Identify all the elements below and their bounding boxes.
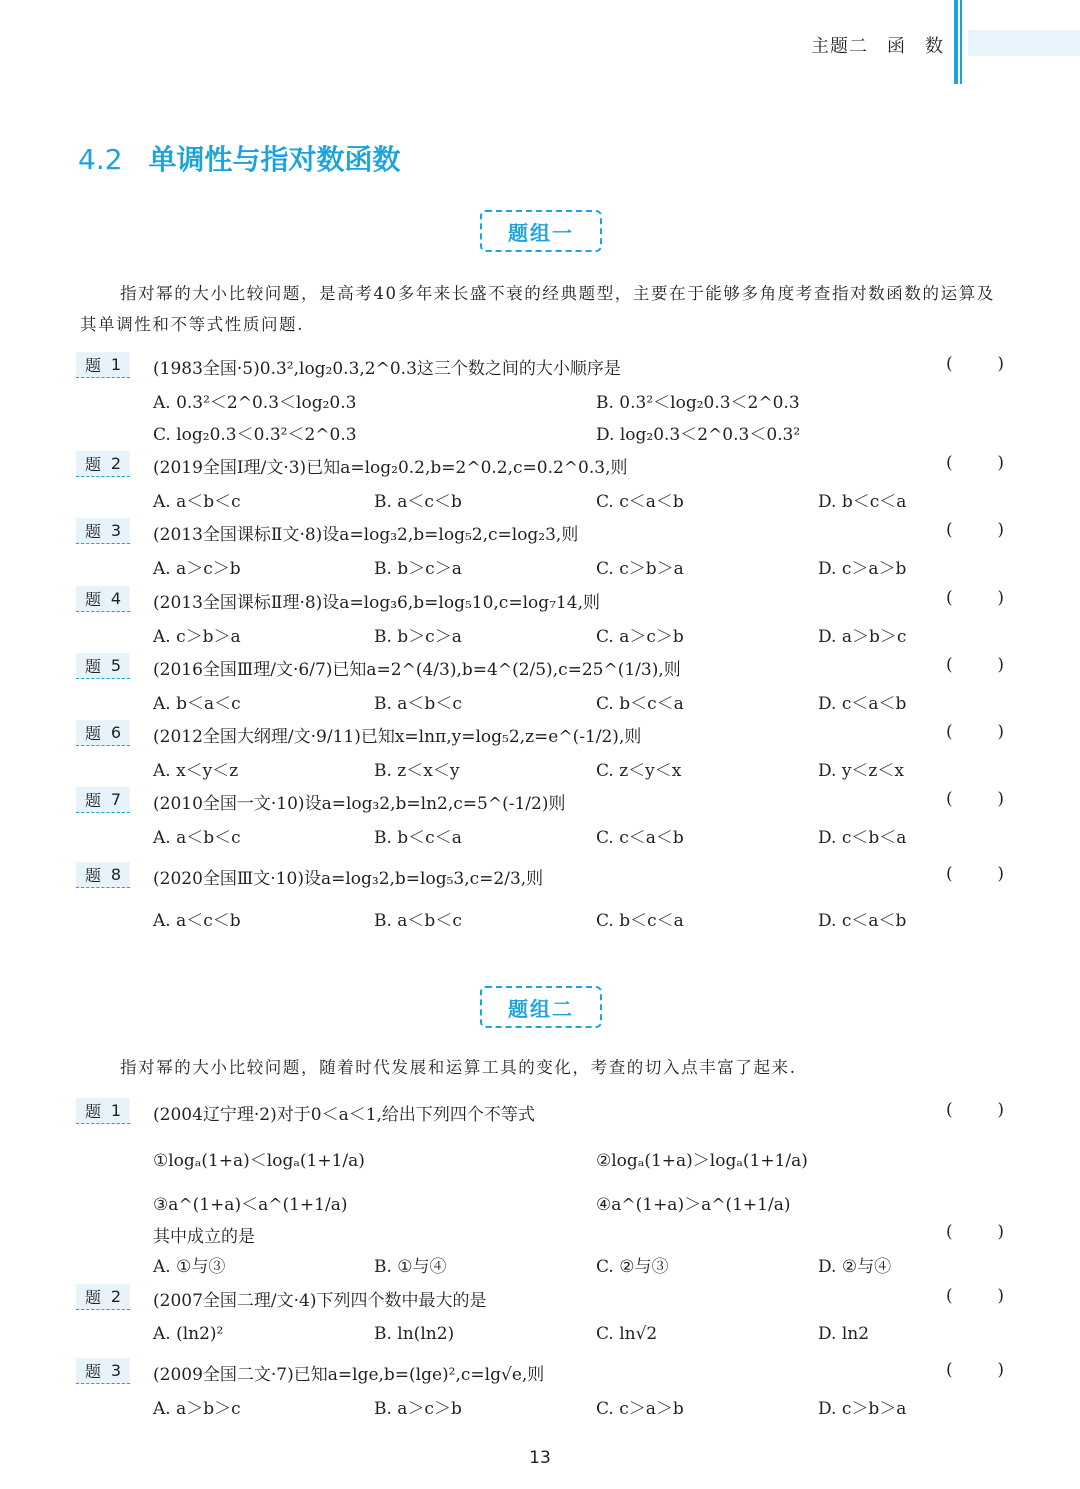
answer-bracket-open: (	[946, 789, 953, 809]
answer-bracket-close: )	[997, 864, 1004, 884]
question-tag: 题	[84, 1288, 101, 1307]
option: A. c＞b＞a	[153, 627, 241, 647]
answer-bracket-close: )	[997, 789, 1004, 809]
question-row	[0, 785, 1080, 815]
option: A. b＜a＜c	[153, 694, 241, 714]
question-number: 2	[110, 454, 122, 473]
question-row	[0, 350, 1080, 380]
page-number: 13	[529, 1448, 551, 1468]
options-row	[0, 416, 1080, 446]
question-label	[76, 586, 130, 612]
group-label-1: 题组一	[480, 210, 602, 252]
question-row	[0, 718, 1080, 748]
question-tag: 题	[84, 1362, 101, 1381]
option: B. b＞c＞a	[374, 559, 462, 579]
answer-bracket-open: (	[946, 1222, 953, 1242]
question-stem: (2013全国课标Ⅱ理·8)设a=log₃6,b=log₅10,c=log₇14,则	[153, 593, 600, 613]
option: C. log₂0.3＜0.3²＜2^0.3	[153, 425, 357, 445]
header-accent-bar-thin	[960, 0, 962, 84]
option: C. c＜a＜b	[596, 492, 684, 512]
options-row	[0, 1248, 1080, 1278]
answer-bracket-open: (	[946, 722, 953, 742]
option: C. ln√2	[596, 1324, 658, 1344]
question-stem: (2019全国Ⅰ理/文·3)已知a=log₂0.2,b=2^0.2,c=0.2^0.3,则	[153, 458, 628, 478]
group-intro-1: 指对幂的大小比较问题，是高考40多年来长盛不衰的经典题型，主要在于能够多角度考查指对数函数的运算及其单调性和不等式性质问题.	[80, 284, 995, 334]
section-number: 4.2	[78, 143, 123, 176]
question-stem: (2013全国课标Ⅱ文·8)设a=log₃2,b=log₅2,c=log₂3,则	[153, 525, 579, 545]
answer-bracket-close: )	[997, 453, 1004, 473]
question-stem: (2016全国Ⅲ理/文·6/7)已知a=2^(4/3),b=4^(2/5),c=25^(1/3),则	[153, 660, 681, 680]
option: D. c＞a＞b	[818, 559, 907, 579]
options-row	[0, 550, 1080, 580]
group-intro-2: 指对幂的大小比较问题，随着时代发展和运算工具的变化，考查的切入点丰富了起来.	[120, 1058, 797, 1077]
question-tag: 题	[84, 791, 101, 810]
answer-bracket-close: )	[997, 1286, 1004, 1306]
question-tag: 题	[84, 657, 101, 676]
options-row	[0, 483, 1080, 513]
option: B. a＞c＞b	[374, 1399, 462, 1419]
question-tag: 题	[84, 590, 101, 609]
option: B. a＜b＜c	[374, 911, 462, 931]
question-label	[76, 518, 130, 544]
answer-bracket-close: )	[997, 354, 1004, 374]
question-tag: 题	[84, 356, 101, 375]
answer-bracket-open: (	[946, 520, 953, 540]
question-stem: (2009全国二文·7)已知a=lge,b=(lge)²,c=lg√e,则	[153, 1365, 545, 1385]
question-tag: 题	[84, 866, 101, 885]
question-label	[76, 1284, 130, 1310]
question-row	[0, 1282, 1080, 1312]
option: A. (ln2)²	[153, 1324, 224, 1344]
question-number: 5	[110, 656, 122, 675]
option: A. a＞c＞b	[153, 559, 241, 579]
question-number: 7	[110, 790, 122, 809]
option: A. 0.3²＜2^0.3＜log₂0.3	[153, 393, 357, 413]
options-row	[0, 384, 1080, 414]
option: D. a＞b＞c	[818, 627, 907, 647]
answer-bracket-open: (	[946, 453, 953, 473]
answer-bracket-open: (	[946, 588, 953, 608]
option: C. c＞b＞a	[596, 559, 684, 579]
question-label	[76, 787, 130, 813]
option: A. x＜y＜z	[153, 761, 239, 781]
question-number: 4	[110, 589, 122, 608]
answer-bracket-close: )	[997, 722, 1004, 742]
option: B. z＜x＜y	[374, 761, 460, 781]
answer-bracket-open: (	[946, 1360, 953, 1380]
option: C. z＜y＜x	[596, 761, 682, 781]
option: C. c＜a＜b	[596, 828, 684, 848]
question-number: 3	[110, 521, 122, 540]
statement: ③a^(1+a)＜a^(1+1/a)	[153, 1195, 348, 1215]
options-row	[0, 819, 1080, 849]
option: B. ln(ln2)	[374, 1324, 455, 1344]
answer-bracket-open: (	[946, 1100, 953, 1120]
option: C. b＜c＜a	[596, 911, 684, 931]
answer-bracket-open: (	[946, 354, 953, 374]
option: B. 0.3²＜log₂0.3＜2^0.3	[596, 393, 800, 413]
question-row	[0, 516, 1080, 546]
option: B. b＞c＞a	[374, 627, 462, 647]
sub-stem-row	[0, 1218, 1080, 1248]
question-number: 2	[110, 1287, 122, 1306]
question-stem: (1983全国·5)0.3²,log₂0.3,2^0.3这三个数之间的大小顺序是	[153, 359, 621, 379]
options-row	[0, 685, 1080, 715]
question-stem: (2004辽宁理·2)对于0＜a＜1,给出下列四个不等式	[153, 1105, 535, 1125]
option: A. ①与③	[153, 1257, 226, 1277]
option: D. c＜b＜a	[818, 828, 907, 848]
section-title	[78, 138, 401, 178]
option: D. c＜a＜b	[818, 911, 907, 931]
option: B. ①与④	[374, 1257, 447, 1277]
question-label	[76, 451, 130, 477]
statement: ①logₐ(1+a)＜logₐ(1+1/a)	[153, 1151, 365, 1171]
answer-bracket-close: )	[997, 655, 1004, 675]
question-number: 6	[110, 723, 122, 742]
option: A. a＞b＞c	[153, 1399, 241, 1419]
statements-row	[0, 1186, 1080, 1216]
option: B. a＜c＜b	[374, 492, 462, 512]
answer-bracket-close: )	[997, 1222, 1004, 1242]
option: B. a＜b＜c	[374, 694, 462, 714]
answer-bracket-open: (	[946, 864, 953, 884]
answer-bracket-close: )	[997, 1100, 1004, 1120]
option: D. b＜c＜a	[818, 492, 907, 512]
option: C. c＞a＞b	[596, 1399, 684, 1419]
section-heading: 单调性与指对数函数	[148, 143, 401, 176]
option: D. c＞b＞a	[818, 1399, 907, 1419]
question-row	[0, 860, 1080, 890]
question-row	[0, 449, 1080, 479]
question-number: 1	[110, 1101, 122, 1120]
option: D. ln2	[818, 1324, 870, 1344]
question-tag: 题	[84, 522, 101, 541]
question-stem: (2012全国大纲理/文·9/11)已知x=lnπ,y=log₅2,z=e^(-1/2),则	[153, 727, 642, 747]
option: D. c＜a＜b	[818, 694, 907, 714]
option: B. b＜c＜a	[374, 828, 462, 848]
option: A. a＜c＜b	[153, 911, 241, 931]
statement: ②logₐ(1+a)＞logₐ(1+1/a)	[596, 1151, 808, 1171]
option: C. a＞c＞b	[596, 627, 684, 647]
question-label	[76, 653, 130, 679]
question-tag: 题	[84, 455, 101, 474]
question-stem: (2010全国一文·10)设a=log₃2,b=ln2,c=5^(-1/2)则	[153, 794, 566, 814]
answer-bracket-open: (	[946, 655, 953, 675]
option: D. y＜z＜x	[818, 761, 904, 781]
question-label	[76, 720, 130, 746]
answer-bracket-close: )	[997, 1360, 1004, 1380]
option: D. log₂0.3＜2^0.3＜0.3²	[596, 425, 801, 445]
statements-row	[0, 1142, 1080, 1172]
question-number: 8	[110, 865, 122, 884]
statement: ④a^(1+a)＞a^(1+1/a)	[596, 1195, 791, 1215]
question-row	[0, 1096, 1080, 1126]
running-header: 主题二 函 数	[811, 36, 944, 57]
header-accent-bar	[954, 0, 958, 84]
question-number: 3	[110, 1361, 122, 1380]
question-number: 1	[110, 355, 122, 374]
answer-bracket-open: (	[946, 1286, 953, 1306]
option: C. b＜c＜a	[596, 694, 684, 714]
question-stem: (2007全国二理/文·4)下列四个数中最大的是	[153, 1291, 487, 1311]
group-label-2: 题组二	[480, 986, 602, 1028]
options-row	[0, 902, 1080, 932]
question-row	[0, 584, 1080, 614]
question-sub-stem: 其中成立的是	[153, 1227, 255, 1247]
question-label	[76, 862, 130, 888]
question-label	[76, 352, 130, 378]
question-label	[76, 1098, 130, 1124]
question-row	[0, 1356, 1080, 1386]
question-row	[0, 651, 1080, 681]
option: A. a＜b＜c	[153, 828, 241, 848]
answer-bracket-close: )	[997, 520, 1004, 540]
question-tag: 题	[84, 724, 101, 743]
options-row	[0, 1320, 1080, 1350]
header-accent-block	[968, 30, 1080, 56]
options-row	[0, 752, 1080, 782]
option: D. ②与④	[818, 1257, 892, 1277]
answer-bracket-close: )	[997, 588, 1004, 608]
question-stem: (2020全国Ⅲ文·10)设a=log₃2,b=log₅3,c=2/3,则	[153, 869, 544, 889]
options-row	[0, 1390, 1080, 1420]
question-label	[76, 1358, 130, 1384]
option: A. a＜b＜c	[153, 492, 241, 512]
options-row	[0, 618, 1080, 648]
question-tag: 题	[84, 1102, 101, 1121]
option: C. ②与③	[596, 1257, 669, 1277]
